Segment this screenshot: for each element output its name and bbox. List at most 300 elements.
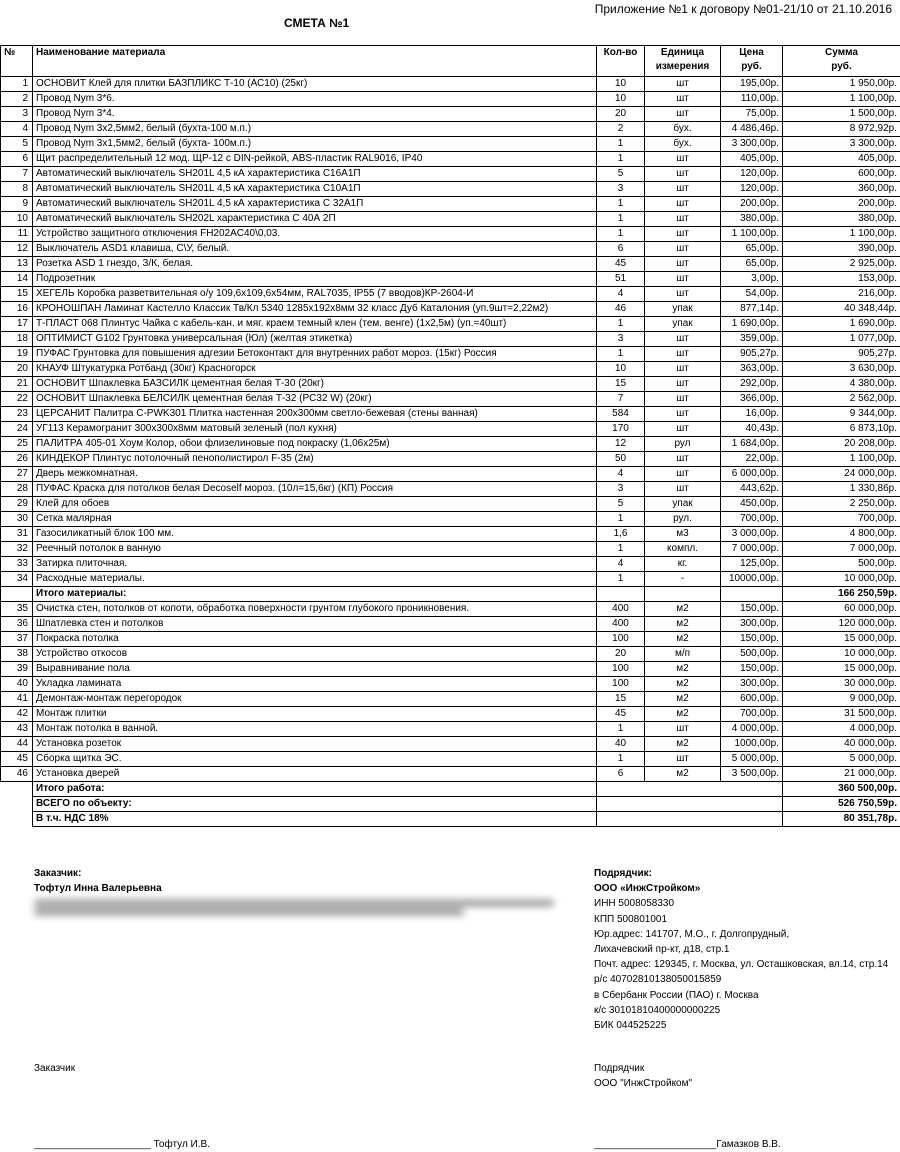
customer-block	[34, 866, 162, 896]
item-unit: шт	[645, 482, 721, 497]
item-name: Провод Nym 3*6.	[33, 92, 597, 107]
contractor-details	[594, 896, 900, 1033]
row-number: 4	[1, 122, 33, 137]
item-price: 363,00р.	[721, 362, 783, 377]
item-qty: 4	[597, 287, 645, 302]
item-price: 120,00р.	[721, 167, 783, 182]
item-qty: 400	[597, 617, 645, 632]
works-total-label: Итого работа:	[33, 782, 597, 797]
item-unit: шт	[645, 422, 721, 437]
row-number: 39	[1, 662, 33, 677]
item-sum: 600,00р.	[783, 167, 900, 182]
estimate-table	[0, 45, 900, 827]
row-number: 17	[1, 317, 33, 332]
vat-label: В т.ч. НДС 18%	[33, 812, 597, 827]
row-number: 31	[1, 527, 33, 542]
item-unit: м2	[645, 707, 721, 722]
item-unit: шт	[645, 197, 721, 212]
item-qty: 1	[597, 722, 645, 737]
col-header-qty: Кол-во	[597, 46, 645, 77]
table-row	[1, 692, 900, 707]
row-number: 24	[1, 422, 33, 437]
item-qty: 10	[597, 77, 645, 92]
item-name: Выключатель ASD1 клавиша, С\У, белый.	[33, 242, 597, 257]
item-name: Установка розеток	[33, 737, 597, 752]
row-number: 2	[1, 92, 33, 107]
item-name: Газосиликатный блок 100 мм.	[33, 527, 597, 542]
item-sum: 4 380,00р.	[783, 377, 900, 392]
materials-total-value: 166 250,59р.	[783, 587, 900, 602]
item-price: 292,00р.	[721, 377, 783, 392]
table-row	[1, 452, 900, 467]
contractor-detail-line: в Сбербанк России (ПАО) г. Москва	[594, 989, 759, 1001]
table-row	[1, 317, 900, 332]
item-price: 1 100,00р.	[721, 227, 783, 242]
item-qty: 20	[597, 647, 645, 662]
table-row	[1, 77, 900, 92]
item-sum: 360,00р.	[783, 182, 900, 197]
grand-total-row	[1, 797, 900, 812]
item-unit: м2	[645, 617, 721, 632]
row-number: 23	[1, 407, 33, 422]
item-qty: 10	[597, 362, 645, 377]
item-name: Провод Nym 3*4.	[33, 107, 597, 122]
item-qty: 1	[597, 152, 645, 167]
item-qty: 3	[597, 332, 645, 347]
document-title: СМЕТА №1	[284, 16, 350, 30]
item-unit: шт	[645, 452, 721, 467]
item-sum: 15 000,00р.	[783, 662, 900, 677]
item-name: Монтаж плитки	[33, 707, 597, 722]
item-name: ОПТИМИСТ G102 Грунтовка универсальная (Юл) (желтая этикетка)	[33, 332, 597, 347]
item-price: 10000,00р.	[721, 572, 783, 587]
item-sum: 15 000,00р.	[783, 632, 900, 647]
grand-total-value: 526 750,59р.	[783, 797, 900, 812]
item-unit: шт	[645, 392, 721, 407]
row-number: 15	[1, 287, 33, 302]
item-unit: шт	[645, 167, 721, 182]
row-number: 28	[1, 482, 33, 497]
row-number: 8	[1, 182, 33, 197]
item-sum: 1 330,86р.	[783, 482, 900, 497]
item-price: 150,00р.	[721, 632, 783, 647]
item-name: Сетка малярная	[33, 512, 597, 527]
item-name: КИНДЕКОР Плинтус потолочный пенополистирол F-35 (2м)	[33, 452, 597, 467]
table-row	[1, 122, 900, 137]
item-sum: 390,00р.	[783, 242, 900, 257]
table-row	[1, 347, 900, 362]
row-number: 19	[1, 347, 33, 362]
item-qty: 100	[597, 662, 645, 677]
contractor-sign-label: Подрядчик	[594, 1063, 645, 1074]
col-header-sum	[783, 46, 900, 77]
col-header-sum-line1: Сумма	[825, 47, 858, 58]
table-row	[1, 272, 900, 287]
table-row	[1, 107, 900, 122]
item-unit: рул.	[645, 512, 721, 527]
item-sum: 5 000,00р.	[783, 752, 900, 767]
item-unit: м2	[645, 662, 721, 677]
item-unit: м/п	[645, 647, 721, 662]
item-price: 700,00р.	[721, 512, 783, 527]
col-header-name: Наименование материала	[33, 46, 597, 77]
item-name: Реечный потолок в ванную	[33, 542, 597, 557]
item-sum: 4 800,00р.	[783, 527, 900, 542]
contractor-detail-line: ИНН 5008058330	[594, 898, 675, 910]
table-row	[1, 557, 900, 572]
item-name: Покраска потолка	[33, 632, 597, 647]
table-row	[1, 752, 900, 767]
item-name: ПУФАС Краска для потолков белая Decoself мороз. (10л=15,6кг) (КП) Россия	[33, 482, 597, 497]
item-name: Подрозетник	[33, 272, 597, 287]
item-name: Выравнивание пола	[33, 662, 597, 677]
item-unit: компл.	[645, 542, 721, 557]
table-row	[1, 482, 900, 497]
contractor-sign-block	[594, 1061, 692, 1091]
row-number: 20	[1, 362, 33, 377]
item-qty: 100	[597, 632, 645, 647]
item-name: Очистка стен, потолков от копоти, обработка поверхности грунтом глубокого проникновения.	[33, 602, 597, 617]
item-price: 1 684,00р.	[721, 437, 783, 452]
item-sum: 20 208,00р.	[783, 437, 900, 452]
row-number: 10	[1, 212, 33, 227]
row-number: 32	[1, 542, 33, 557]
row-number: 40	[1, 677, 33, 692]
table-row	[1, 152, 900, 167]
col-header-unit	[645, 46, 721, 77]
table-row	[1, 542, 900, 557]
item-qty: 1	[597, 512, 645, 527]
works-rows	[1, 602, 900, 782]
item-unit: бух.	[645, 122, 721, 137]
item-name: Провод Nym 3х1,5мм2, белый (бухта- 100м.п.)	[33, 137, 597, 152]
col-header-unit-line1: Единица	[660, 47, 705, 58]
item-name: Автоматический выключатель SH201L 4,5 кА характеристика С16А1П	[33, 167, 597, 182]
col-header-price-line2: руб.	[741, 61, 762, 72]
item-unit: шт	[645, 257, 721, 272]
materials-total-row	[1, 587, 900, 602]
item-price: 16,00р.	[721, 407, 783, 422]
item-price: 195,00р.	[721, 77, 783, 92]
table-row	[1, 572, 900, 587]
col-header-price-line1: Цена	[739, 47, 764, 58]
table-row	[1, 422, 900, 437]
item-qty: 40	[597, 737, 645, 752]
item-unit: упак	[645, 302, 721, 317]
grand-total-label: ВСЕГО по объекту:	[33, 797, 597, 812]
item-qty: 15	[597, 377, 645, 392]
table-row	[1, 512, 900, 527]
row-number: 37	[1, 632, 33, 647]
item-sum: 1 950,00р.	[783, 77, 900, 92]
item-unit: упак	[645, 317, 721, 332]
item-sum: 40 348,44р.	[783, 302, 900, 317]
col-header-unit-line2: измерения	[655, 61, 710, 72]
table-row	[1, 722, 900, 737]
item-unit: м2	[645, 692, 721, 707]
works-total-row	[1, 782, 900, 797]
item-qty: 7	[597, 392, 645, 407]
item-price: 3 300,00р.	[721, 137, 783, 152]
table-row	[1, 257, 900, 272]
item-price: 380,00р.	[721, 212, 783, 227]
contractor-block	[594, 866, 900, 1033]
item-name: Укладка ламината	[33, 677, 597, 692]
item-qty: 45	[597, 707, 645, 722]
item-qty: 1	[597, 137, 645, 152]
item-qty: 1	[597, 542, 645, 557]
table-row	[1, 332, 900, 347]
row-number: 45	[1, 752, 33, 767]
item-qty: 45	[597, 257, 645, 272]
item-sum: 2 925,00р.	[783, 257, 900, 272]
row-number: 43	[1, 722, 33, 737]
item-price: 905,27р.	[721, 347, 783, 362]
item-qty: 6	[597, 242, 645, 257]
vat-row	[1, 812, 900, 827]
item-name: Установка дверей	[33, 767, 597, 782]
item-qty: 10	[597, 92, 645, 107]
contractor-detail-line: к/с 30101810400000000225	[594, 1004, 721, 1016]
item-qty: 1	[597, 347, 645, 362]
row-number: 44	[1, 737, 33, 752]
item-unit: шт	[645, 377, 721, 392]
item-qty: 1	[597, 212, 645, 227]
item-price: 150,00р.	[721, 662, 783, 677]
contractor-detail-line: БИК 044525225	[594, 1020, 667, 1032]
item-qty: 1	[597, 317, 645, 332]
item-price: 65,00р.	[721, 242, 783, 257]
item-unit: бух.	[645, 137, 721, 152]
row-number: 22	[1, 392, 33, 407]
item-price: 366,00р.	[721, 392, 783, 407]
item-sum: 9 000,00р.	[783, 692, 900, 707]
item-unit: м2	[645, 677, 721, 692]
item-unit: рул	[645, 437, 721, 452]
item-qty: 1	[597, 227, 645, 242]
row-number: 34	[1, 572, 33, 587]
item-sum: 4 000,00р.	[783, 722, 900, 737]
item-unit: шт	[645, 92, 721, 107]
item-name: ПУФАС Грунтовка для повышения адгезии Бетоконтакт для внутренних работ мороз. (15кг) Россия	[33, 347, 597, 362]
contractor-detail-line: р/с 40702810138050015859	[594, 974, 722, 986]
item-unit: шт	[645, 227, 721, 242]
appendix-reference: Приложение №1 к договору №01-21/10 от 21.10.2016	[594, 2, 892, 16]
materials-rows	[1, 77, 900, 587]
col-header-number: №	[1, 46, 33, 77]
table-row	[1, 647, 900, 662]
item-price: 22,00р.	[721, 452, 783, 467]
table-row	[1, 182, 900, 197]
item-price: 405,00р.	[721, 152, 783, 167]
table-row	[1, 167, 900, 182]
row-number: 21	[1, 377, 33, 392]
item-qty: 46	[597, 302, 645, 317]
item-name: Щит распределительный 12 мод. ЩР-12 с DIN-рейкой, ABS-пластик RAL9016, IP40	[33, 152, 597, 167]
contractor-label: Подрядчик:	[594, 868, 652, 879]
item-sum: 700,00р.	[783, 512, 900, 527]
item-unit: шт	[645, 332, 721, 347]
item-unit: шт	[645, 182, 721, 197]
item-price: 75,00р.	[721, 107, 783, 122]
row-number: 16	[1, 302, 33, 317]
item-name: Розетка ASD 1 гнездо, З/К, белая.	[33, 257, 597, 272]
item-name: Клей для обоев	[33, 497, 597, 512]
item-name: Автоматический выключатель SH202L характеристика С 40А 2П	[33, 212, 597, 227]
row-number: 12	[1, 242, 33, 257]
item-price: 7 000,00р.	[721, 542, 783, 557]
item-price: 3 000,00р.	[721, 527, 783, 542]
item-price: 6 000,00р.	[721, 467, 783, 482]
item-name: Т-ПЛАСТ 068 Плинтус Чайка с кабель-кан. и мяг. краем темный клен (тем. венге) (1х2,5м) (уп.=40шт)	[33, 317, 597, 332]
row-number: 9	[1, 197, 33, 212]
row-number: 18	[1, 332, 33, 347]
item-sum: 8 972,92р.	[783, 122, 900, 137]
table-row	[1, 662, 900, 677]
item-sum: 405,00р.	[783, 152, 900, 167]
customer-signature-line: _____________________ Тофтул И.В.	[34, 1139, 210, 1150]
item-unit: упак	[645, 497, 721, 512]
item-price: 443,62р.	[721, 482, 783, 497]
row-number: 36	[1, 617, 33, 632]
table-row	[1, 287, 900, 302]
item-sum: 3 630,00р.	[783, 362, 900, 377]
item-price: 65,00р.	[721, 257, 783, 272]
contractor-detail-line: Лихачевский пр-кт, д18, стр.1	[594, 944, 730, 956]
item-name: Автоматический выключатель SH201L 4,5 кА характеристика С10А1П	[33, 182, 597, 197]
item-sum: 10 000,00р.	[783, 647, 900, 662]
item-price: 4 000,00р.	[721, 722, 783, 737]
item-sum: 120 000,00р.	[783, 617, 900, 632]
item-name: ОСНОВИТ Шпаклевка БАЗСИЛК цементная белая Т-30 (20кг)	[33, 377, 597, 392]
item-qty: 4	[597, 467, 645, 482]
table-row	[1, 467, 900, 482]
item-sum: 380,00р.	[783, 212, 900, 227]
item-price: 4 486,46р.	[721, 122, 783, 137]
row-number: 11	[1, 227, 33, 242]
item-sum: 30 000,00р.	[783, 677, 900, 692]
table-row	[1, 632, 900, 647]
table-row	[1, 737, 900, 752]
row-number: 27	[1, 467, 33, 482]
item-qty: 51	[597, 272, 645, 287]
item-sum: 1 100,00р.	[783, 92, 900, 107]
item-unit: шт	[645, 212, 721, 227]
col-header-sum-line2: руб.	[831, 61, 852, 72]
item-sum: 1 077,00р.	[783, 332, 900, 347]
item-sum: 1 100,00р.	[783, 452, 900, 467]
row-number: 3	[1, 107, 33, 122]
item-sum: 1 690,00р.	[783, 317, 900, 332]
table-row	[1, 677, 900, 692]
row-number: 14	[1, 272, 33, 287]
row-number: 13	[1, 257, 33, 272]
item-name: Монтаж потолка в ванной.	[33, 722, 597, 737]
item-name: Провод Nym 3х2,5мм2, белый (бухта-100 м.п.)	[33, 122, 597, 137]
contractor-detail-line: Почт. адрес: 129345, г. Москва, ул. Осташковская, вл.14, стр.14	[594, 959, 889, 971]
item-unit: шт	[645, 242, 721, 257]
item-qty: 5	[597, 497, 645, 512]
item-price: 125,00р.	[721, 557, 783, 572]
item-qty: 50	[597, 452, 645, 467]
item-sum: 1 100,00р.	[783, 227, 900, 242]
item-sum: 3 300,00р.	[783, 137, 900, 152]
item-qty: 6	[597, 767, 645, 782]
item-name: ОСНОВИТ Шпаклевка БЕЛСИЛК цементная белая Т-32 (PC32 W) (20кг)	[33, 392, 597, 407]
table-header-row	[1, 46, 900, 77]
item-sum: 7 000,00р.	[783, 542, 900, 557]
row-number: 35	[1, 602, 33, 617]
item-qty: 170	[597, 422, 645, 437]
item-qty: 1	[597, 752, 645, 767]
item-price: 110,00р.	[721, 92, 783, 107]
item-unit: шт	[645, 467, 721, 482]
item-price: 359,00р.	[721, 332, 783, 347]
item-name: КНАУФ Штукатурка Ротбанд (30кг) Красногорск	[33, 362, 597, 377]
item-name: Шпатлевка стен и потолков	[33, 617, 597, 632]
item-unit: шт	[645, 152, 721, 167]
item-name: ПАЛИТРА 405-01 Хоум Колор, обои флизелиновые под покраску (1,06х25м)	[33, 437, 597, 452]
item-price: 300,00р.	[721, 617, 783, 632]
table-row	[1, 362, 900, 377]
table-row	[1, 302, 900, 317]
item-unit: шт	[645, 77, 721, 92]
item-price: 877,14р.	[721, 302, 783, 317]
row-number: 7	[1, 167, 33, 182]
contractor-detail-line: Юр.адрес: 141707, М.О., г. Долгопрудный,	[594, 928, 790, 940]
row-number: 42	[1, 707, 33, 722]
item-unit: шт	[645, 287, 721, 302]
vat-value: 80 351,78р.	[783, 812, 900, 827]
item-price: 1 690,00р.	[721, 317, 783, 332]
item-unit: м2	[645, 602, 721, 617]
table-row	[1, 527, 900, 542]
item-unit: м2	[645, 737, 721, 752]
item-unit: м3	[645, 527, 721, 542]
item-sum: 200,00р.	[783, 197, 900, 212]
item-price: 54,00р.	[721, 287, 783, 302]
item-price: 120,00р.	[721, 182, 783, 197]
row-number: 29	[1, 497, 33, 512]
item-unit: шт	[645, 272, 721, 287]
contractor-detail-line: КПП 500801001	[594, 913, 668, 925]
table-row	[1, 437, 900, 452]
item-sum: 31 500,00р.	[783, 707, 900, 722]
item-sum: 2 250,00р.	[783, 497, 900, 512]
item-sum: 40 000,00р.	[783, 737, 900, 752]
item-unit: шт	[645, 722, 721, 737]
row-number: 26	[1, 452, 33, 467]
item-name: Сборка щитка ЭС.	[33, 752, 597, 767]
item-name: Автоматический выключатель SH201L 4,5 кА характеристика С 32А1П	[33, 197, 597, 212]
table-row	[1, 197, 900, 212]
row-number: 46	[1, 767, 33, 782]
item-unit: шт	[645, 347, 721, 362]
item-qty: 584	[597, 407, 645, 422]
item-name: ЦЕРСАНИТ Палитра С-PWK301 Плитка настенная 200х300мм светло-бежевая (стены ванная)	[33, 407, 597, 422]
item-sum: 6 873,10р.	[783, 422, 900, 437]
row-number: 41	[1, 692, 33, 707]
item-qty: 20	[597, 107, 645, 122]
item-unit: кг.	[645, 557, 721, 572]
table-row	[1, 392, 900, 407]
item-unit: шт	[645, 362, 721, 377]
item-name: Демонтаж-монтаж перегородок	[33, 692, 597, 707]
item-unit: шт	[645, 107, 721, 122]
item-name: ХЕГЕЛЬ Коробка разветвительная о/у 109,6х109,6х54мм, RAL7035, IP55 (7 вводов)КР-2604-И	[33, 287, 597, 302]
item-name: КРОНОШПАН Ламинат Кастелло Классик Тв/Кл 5340 1285х192х8мм 32 класс Дуб Каталония (уп.9шт=2,22м2)	[33, 302, 597, 317]
item-unit: м2	[645, 767, 721, 782]
